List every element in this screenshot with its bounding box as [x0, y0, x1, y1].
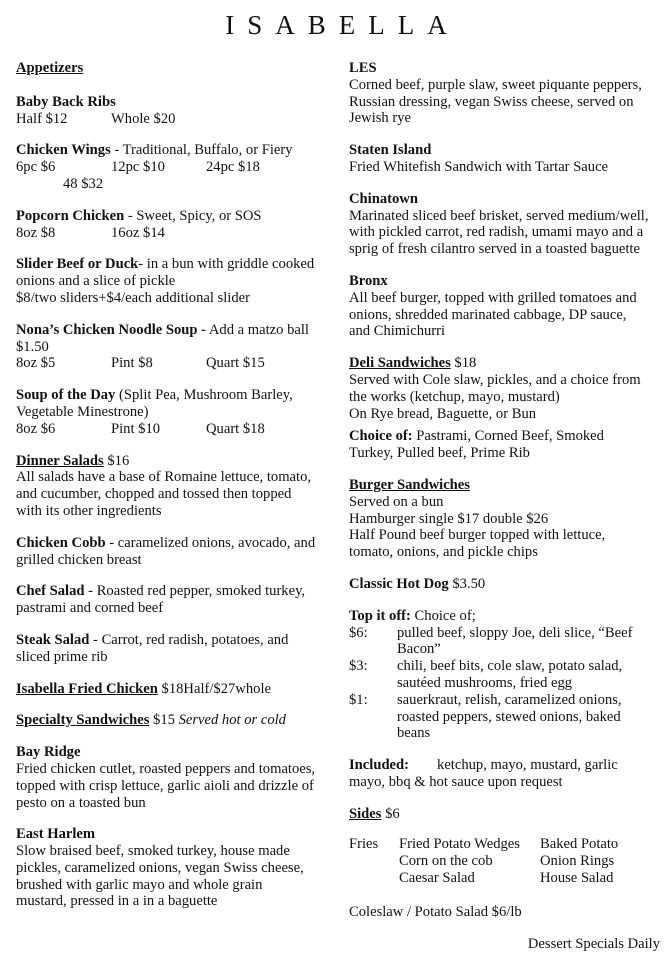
- menu-item-steak: [16, 632, 316, 666]
- item-desc: - Traditional, Buffalo, or Fiery: [110, 142, 293, 159]
- bread-options: On Rye bread, Baguette, or Bun: [349, 405, 537, 422]
- price: Whole $20: [111, 110, 176, 127]
- price: Pint $10: [111, 420, 161, 437]
- price: $3.50: [448, 575, 486, 592]
- item-name: Soup of the Day: [16, 387, 116, 404]
- item-name: Slider Beef or Duck: [16, 256, 139, 273]
- side-item: Fried Potato Wedges: [399, 836, 520, 853]
- side-item: Onion Rings: [540, 853, 615, 870]
- price: Quart $15: [206, 355, 265, 372]
- item-desc: - Sweet, Spicy, or SOS: [124, 207, 262, 224]
- option-price: $1:: [349, 691, 368, 708]
- section-included: [349, 757, 649, 791]
- item-name: Chicken Wings: [16, 142, 111, 159]
- side-item: Corn on the cob: [399, 853, 493, 870]
- price: Quart $18: [206, 420, 265, 437]
- price: 12pc $10: [111, 159, 165, 176]
- price: $15: [149, 712, 179, 729]
- item-desc: Fried chicken cutlet, roasted peppers and tomatoes, topped with crisp lettuce, garlic aioli and drizzle of pesto on a toasted bun: [16, 760, 316, 811]
- menu-item-staten-island: [349, 142, 649, 176]
- sides-grid: [349, 836, 649, 886]
- section-heading: Top it off:: [349, 607, 411, 624]
- right-column: [349, 60, 649, 936]
- item-name: Bronx: [349, 272, 388, 289]
- section-heading: Dinner Salads: [16, 452, 104, 469]
- section-top-it-off: [349, 608, 649, 742]
- menu-item-chinatown: [349, 191, 649, 258]
- item-name: Staten Island: [349, 142, 432, 159]
- price: $6: [381, 805, 400, 822]
- item-desc: Corned beef, purple slaw, sweet piquante peppers, Russian dressing, vegan Swiss cheese, served on Jewish rye: [349, 76, 642, 127]
- item-name: Steak Salad: [16, 631, 90, 648]
- choice-list: Pastrami, Corned Beef, Smoked Turkey, Pulled beef, Prime Rib: [349, 428, 604, 462]
- price: 8oz $5: [16, 355, 56, 372]
- price: 8oz $6: [16, 420, 56, 437]
- menu-item-bay-ridge: [16, 744, 316, 811]
- item-name: LES: [349, 60, 377, 76]
- appetizers-heading: Appetizers: [16, 60, 84, 76]
- price: $8/two sliders+$4/each additional slider: [16, 289, 250, 306]
- topping-option: [349, 692, 649, 742]
- price: Pint $8: [111, 355, 153, 372]
- price: 24pc $18: [206, 159, 260, 176]
- price: Half $12: [16, 110, 68, 127]
- item-name: Nona’s Chicken Noodle Soup -: [16, 321, 207, 338]
- item-desc: - Roasted red pepper, smoked turkey, pastrami and corned beef: [16, 583, 306, 617]
- section-heading: Deli Sandwiches: [349, 355, 451, 372]
- price: 16oz $14: [111, 224, 165, 241]
- item-desc: - in a bun with griddle cooked onions and a slice of pickle: [16, 256, 315, 290]
- choice-label: Choice of:: [349, 428, 413, 445]
- price: 6pc $6: [16, 159, 56, 176]
- menu-item-ribs: [16, 94, 316, 128]
- topping-option: [349, 658, 649, 692]
- menu-item-bronx: [349, 273, 649, 340]
- item-name: Chef Salad: [16, 583, 85, 600]
- note: Served hot or cold: [178, 712, 286, 729]
- section-dinner-salads: [16, 453, 316, 520]
- item-name: Popcorn Chicken: [16, 207, 125, 224]
- menu-item-noodle-soup: [16, 322, 316, 372]
- item-desc: - caramelized onions, avocado, and grilled chicken breast: [16, 534, 316, 568]
- coleslaw-line: Coleslaw / Potato Salad $6/lb: [349, 903, 522, 920]
- side-item: House Salad: [540, 870, 614, 887]
- burger-line: Served on a bun: [349, 493, 444, 510]
- section-specialty: [16, 712, 316, 729]
- burger-line: Hamburger single $17 double $26: [349, 510, 549, 527]
- section-sides: [349, 806, 649, 921]
- section-burger: [349, 477, 649, 561]
- item-name: Bay Ridge: [16, 744, 81, 761]
- item-name: East Harlem: [16, 826, 96, 843]
- section-desc: Choice of;: [410, 607, 476, 624]
- side-item: Fries: [349, 836, 379, 853]
- item-desc: (Split Pea, Mushroom Barley, Vegetable Minestrone): [16, 387, 293, 420]
- section-heading: Sides: [349, 805, 382, 822]
- dessert-note: Dessert Specials Daily: [527, 936, 660, 952]
- item-name: Classic Hot Dog: [349, 575, 449, 592]
- price: 8oz $8: [16, 224, 56, 241]
- menu-item-hot-dog: [349, 576, 649, 593]
- restaurant-title: ISABELLA: [225, 10, 460, 40]
- price: 48 $32: [63, 175, 104, 192]
- section-desc: All salads have a base of Romaine lettuce, tomato, and cucumber, chopped and tossed then topped with its other ingredients: [16, 469, 312, 519]
- menu-item-cobb: [16, 535, 316, 569]
- menu-item-popcorn: [16, 208, 316, 242]
- item-desc: - Carrot, red radish, potatoes, and sliced prime rib: [16, 631, 289, 665]
- section-heading: Specialty Sandwiches: [16, 712, 150, 729]
- section-heading: Burger Sandwiches: [349, 476, 470, 493]
- section-deli: [349, 355, 649, 422]
- left-column: [16, 60, 316, 925]
- menu-item-wings: [16, 142, 316, 192]
- side-item: Caesar Salad: [399, 870, 475, 887]
- section-heading: Isabella Fried Chicken: [16, 680, 158, 697]
- option-price: $6:: [349, 624, 368, 641]
- menu-item-soup-of-day: [16, 387, 316, 437]
- item-desc: Slow braised beef, smoked turkey, house made pickles, caramelized onions, vegan Swiss cheese, brushed with garlic mayo and whole grain mustard, pressed in a in a baguette: [16, 843, 304, 910]
- option-price: $3:: [349, 658, 368, 675]
- topping-option: [349, 625, 649, 659]
- price: $18Half/$27whole: [157, 680, 271, 697]
- item-desc: All beef burger, topped with grilled tomatoes and onions, shredded marinated cabbage, DP sauce, and Chimichurri: [349, 289, 637, 340]
- price: $16: [103, 452, 130, 469]
- deli-choices: [349, 428, 649, 462]
- option-desc: sauerkraut, relish, caramelized onions, roasted peppers, stewed onions, baked beans: [397, 691, 622, 742]
- side-item: Baked Potato: [540, 836, 619, 853]
- menu-item-east-harlem: [16, 826, 316, 910]
- section-fried-chicken: [16, 681, 316, 698]
- price: $18: [450, 355, 477, 372]
- menu-item-les: [349, 60, 649, 127]
- item-name: Baby Back Ribs: [16, 93, 116, 110]
- menu-item-slider: [16, 256, 316, 306]
- item-name: Chinatown: [349, 190, 418, 207]
- option-desc: pulled beef, sloppy Joe, deli slice, “Beef Bacon”: [397, 624, 633, 658]
- item-desc: Add a matzo ball $1.50: [16, 321, 309, 355]
- included-list: ketchup, mayo, mustard, garlic mayo, bbq & hot sauce upon request: [349, 757, 618, 790]
- item-name: Chicken Cobb: [16, 534, 106, 551]
- item-desc: Marinated sliced beef brisket, served medium/well, with pickled carrot, red radish, umami mayo and a sprig of fresh cilantro served in a toasted baguette: [349, 207, 649, 258]
- section-desc: Served with Cole slaw, pickles, and a choice from the works (ketchup, mayo, mustard): [349, 371, 641, 405]
- burger-line: Half Pound beef burger topped with lettuce, tomato, onions, and pickle chips: [349, 527, 606, 561]
- option-desc: chili, beef bits, cole slaw, potato salad, sautéed mushrooms, fried egg: [397, 658, 623, 691]
- section-heading: Included:: [349, 757, 410, 774]
- item-desc: Fried Whitefish Sandwich with Tartar Sauce: [349, 158, 609, 175]
- menu-item-chef: [16, 583, 316, 617]
